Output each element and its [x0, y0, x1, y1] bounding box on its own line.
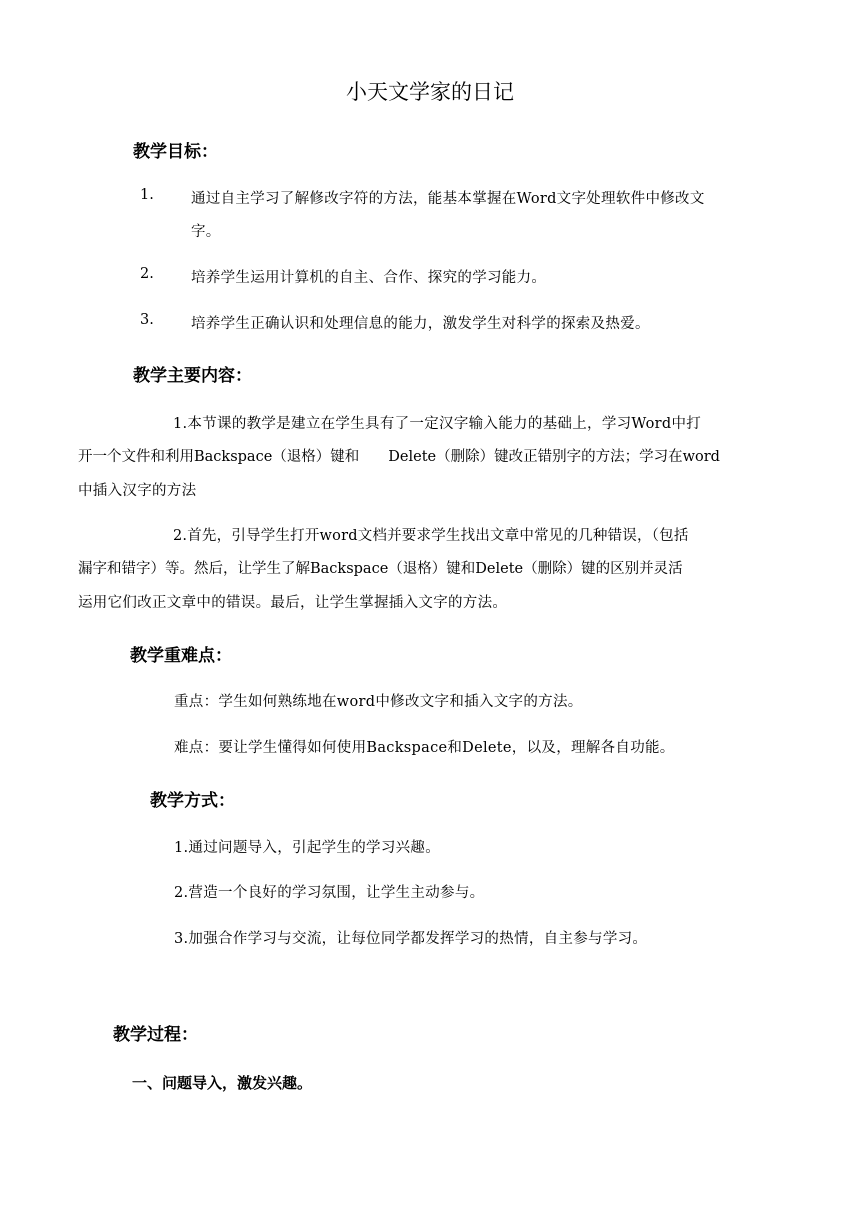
content-para-2-line-2: 漏字和错字）等。然后，让学生了解Backspace（退格）键和Delete（删除）键的区别并灵活 [78, 561, 683, 577]
goal-2-line-1: 培养学生运用计算机的自主、合作、探究的学习能力。 [191, 270, 547, 286]
goal-3-line-1: 培养学生正确认识和处理信息的能力，激发学生对科学的探索及热爱。 [191, 316, 650, 332]
methods-heading: 教学方式： [150, 791, 235, 811]
goal-3-number: 3. [140, 312, 154, 328]
goal-1-line-1: 通过自主学习了解修改字符的方法，能基本掌握在Word文字处理软件中修改文 [191, 191, 705, 207]
content-para-1-line-1: 1.本节课的教学是建立在学生具有了一定汉字输入能力的基础上，学习Word中打 [173, 416, 702, 432]
method-line-1: 1.通过问题导入，引起学生的学习兴趣。 [174, 840, 441, 856]
goals-heading: 教学目标： [133, 142, 218, 162]
content-para-1-line-2: 开一个文件和利用Backspace（退格）键和 Delete（删除）键改正错别字的方法；学习在word [78, 449, 720, 465]
process-subheading: 一、问题导入，激发兴趣。 [132, 1074, 313, 1092]
key-point-line: 重点：学生如何熟练地在word中修改文字和插入文字的方法。 [174, 694, 583, 710]
content-para-2-line-1: 2.首先，引导学生打开word文档并要求学生找出文章中常见的几种错误，（包括 [173, 528, 689, 544]
process-heading: 教学过程： [113, 1025, 198, 1045]
goal-2-number: 2. [140, 266, 154, 282]
document-title: 小天文学家的日记 [346, 80, 514, 104]
content-para-2-line-3: 运用它们改正文章中的错误。最后，让学生掌握插入文字的方法。 [78, 595, 508, 611]
method-line-3: 3.加强合作学习与交流，让每位同学都发挥学习的热情，自主参与学习。 [174, 931, 648, 947]
goal-1-number: 1. [140, 187, 154, 203]
content-para-1-line-3: 中插入汉字的方法 [78, 483, 197, 499]
difficult-point-line: 难点：要让学生懂得如何使用Backspace和Delete，以及，理解各自功能。 [174, 740, 675, 756]
difficulties-heading: 教学重难点： [130, 646, 232, 666]
method-line-2: 2.营造一个良好的学习氛围，让学生主动参与。 [174, 885, 485, 901]
content-heading: 教学主要内容： [133, 366, 252, 386]
goal-1-line-2: 字。 [191, 224, 221, 240]
